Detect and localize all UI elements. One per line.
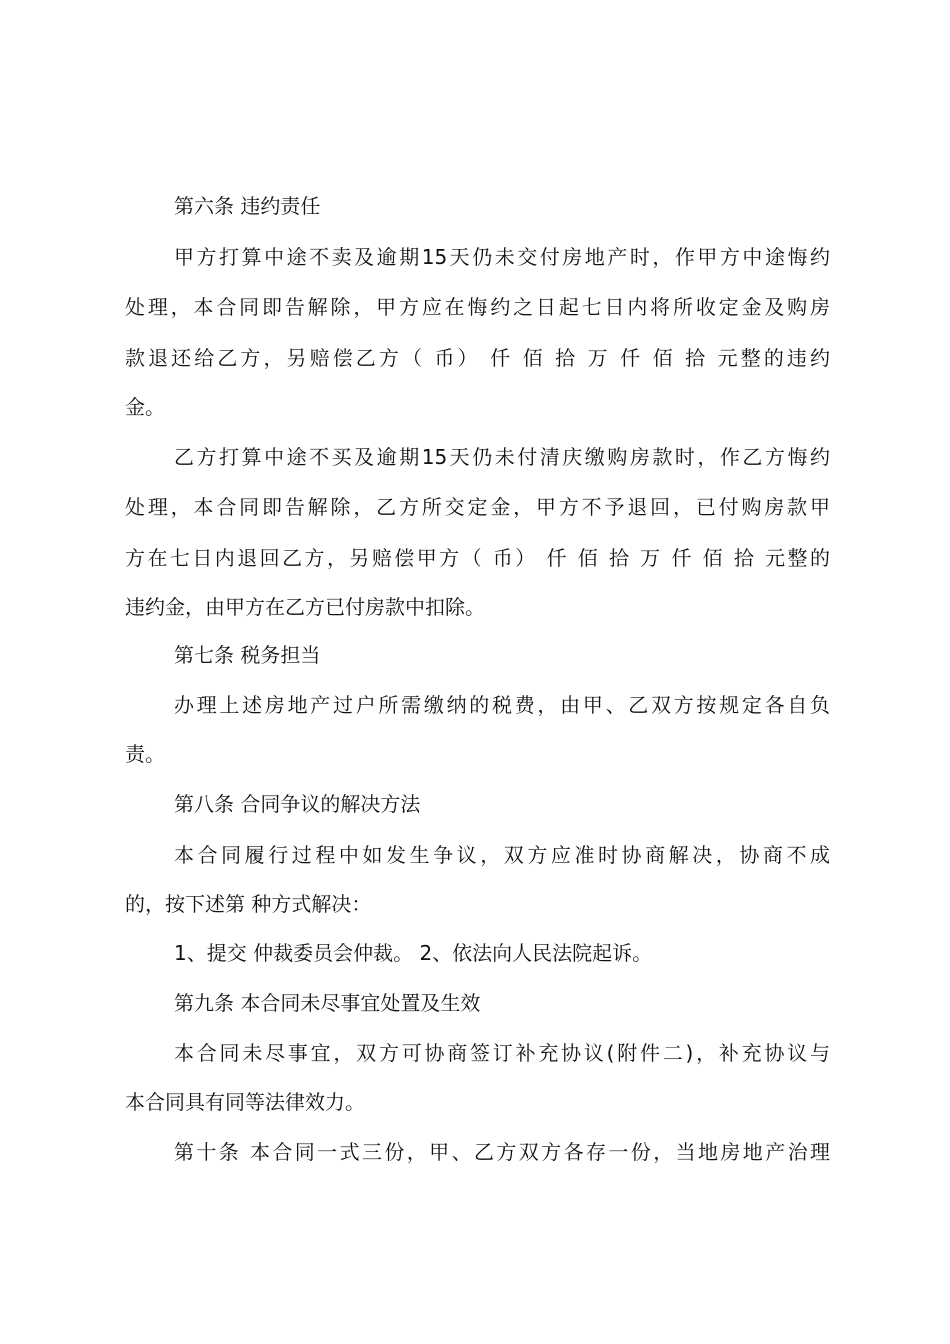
article-6-heading: 第六条 违约责任 <box>174 194 321 218</box>
paragraph-line: 甲方打算中途不卖及逾期15天仍未交付房地产时，作甲方中途悔约 <box>174 245 830 269</box>
paragraph-line: 本合同未尽事宜，双方可协商签订补充协议(附件二)，补充协议与 <box>174 1041 830 1065</box>
article-8-heading: 第八条 合同争议的解决方法 <box>174 792 421 816</box>
paragraph-line: 责。 <box>125 742 165 766</box>
paragraph-line: 处理，本合同即告解除，乙方所交定金，甲方不予退回，已付购房款甲 <box>125 495 830 519</box>
paragraph-line: 乙方打算中途不买及逾期15天仍未付清庆缴购房款时，作乙方悔约 <box>174 445 830 469</box>
article-7-heading: 第七条 税务担当 <box>174 643 321 667</box>
paragraph-line: 款退还给乙方，另赔偿乙方（ 币） 仟 佰 拾 万 仟 佰 拾 元整的违约 <box>125 346 830 370</box>
paragraph-line: 违约金，由甲方在乙方已付房款中扣除。 <box>125 595 485 619</box>
paragraph-line: 1、提交 仲裁委员会仲裁。 2、依法向人民法院起诉。 <box>174 941 653 965</box>
paragraph-line: 本合同具有同等法律效力。 <box>125 1090 365 1114</box>
paragraph-line: 方在七日内退回乙方，另赔偿甲方（ 币） 仟 佰 拾 万 仟 佰 拾 元整的 <box>125 546 830 570</box>
paragraph-line: 处理，本合同即告解除，甲方应在悔约之日起七日内将所收定金及购房 <box>125 295 830 319</box>
article-9-heading: 第九条 本合同未尽事宜处置及生效 <box>174 991 481 1015</box>
paragraph-line: 办理上述房地产过户所需缴纳的税费，由甲、乙双方按规定各自负 <box>174 693 830 717</box>
article-10-line: 第十条 本合同一式三份，甲、乙方双方各存一份，当地房地产治理 <box>174 1140 830 1164</box>
paragraph-line: 金。 <box>125 395 165 419</box>
paragraph-line: 本合同履行过程中如发生争议，双方应准时协商解决，协商不成 <box>174 843 830 867</box>
paragraph-line: 的，按下述第 种方式解决： <box>125 892 372 916</box>
